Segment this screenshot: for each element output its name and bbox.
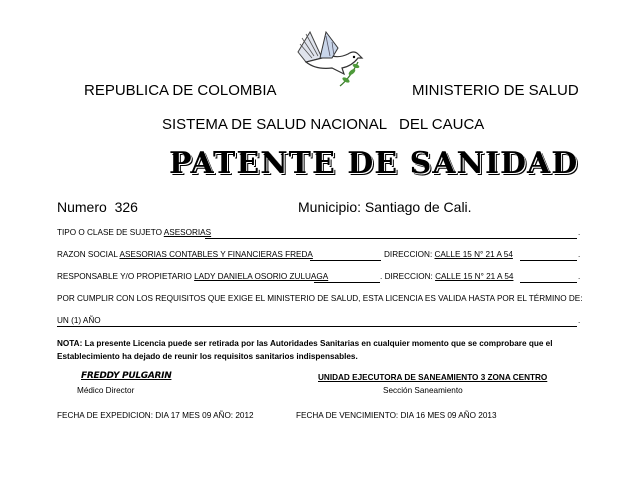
responsable-line (57, 272, 328, 281)
header-right: MINISTERIO DE SALUD (412, 82, 579, 99)
numero-value: 326 (114, 199, 138, 215)
responsable-dir-value: CALLE 15 N° 21 A 54 (435, 272, 514, 281)
header-left: REPUBLICA DE COLOMBIA (84, 82, 277, 99)
unidad-ejecutora: UNIDAD EJECUTORA DE SANEAMIENTO 3 ZONA CENTRO (318, 373, 548, 382)
responsable-sep: . (380, 272, 383, 281)
razon-label: RAZON SOCIAL (57, 250, 118, 259)
numero-line (57, 199, 138, 215)
seccion-saneamiento: Sección Saneamiento (383, 386, 463, 395)
signature: FREDDY PULGARIN (81, 371, 172, 381)
razon-dir-value: CALLE 15 N° 21 A 54 (434, 250, 513, 259)
fecha-expedicion: FECHA DE EXPEDICION: DIA 17 MES 09 AÑO: 2012 (57, 411, 254, 420)
termino-fill-line (57, 326, 577, 327)
sujeto-label: TIPO O CLASE DE SUJETO (57, 228, 162, 237)
razon-dir-fill-line (520, 260, 577, 261)
municipio-label: Municipio: (298, 199, 362, 215)
numero-label: Numero (57, 199, 107, 215)
document-title: PATENTE DE SANIDAD (169, 146, 579, 181)
razon-direccion (384, 250, 513, 259)
responsable-label: RESPONSABLE Y/O PROPIETARIO (57, 272, 192, 281)
municipio-value: Santiago de Cali. (364, 199, 472, 215)
signature-role: Médico Director (77, 386, 135, 395)
termino-end: . (578, 316, 581, 325)
system-title: SISTEMA DE SALUD NACIONAL DEL CAUCA (162, 116, 485, 133)
nota-line2: Establecimiento ha dejado de reunir los requisitos sanitarios indispensables. (57, 352, 358, 361)
sujeto-end: . (578, 228, 581, 237)
responsable-fill-line (314, 282, 380, 283)
responsable-value: LADY DANIELA OSORIO ZULUAGA (194, 272, 329, 281)
termino-value: UN (1) AÑO (57, 316, 101, 325)
nota-line1: NOTA: La presente Licencia puede ser retirada por las Autoridades Sanitarias en cualquier momento que se comprobare que el (57, 339, 553, 348)
responsable-dir-fill-line (520, 282, 577, 283)
razon-fill-line (310, 260, 381, 261)
municipio-line (298, 199, 472, 215)
responsable-end: . (578, 272, 581, 281)
responsable-direccion (380, 272, 513, 281)
dove-icon (292, 28, 364, 90)
cumplir-text: POR CUMPLIR CON LOS REQUISITOS QUE EXIGE EL MINISTERIO DE SALUD, ESTA LICENCIA ES VALIDA HASTA POR EL TÉRMINO DE: (57, 294, 583, 303)
razon-dir-label: DIRECCION: (384, 250, 433, 259)
sujeto-fill-line (205, 238, 577, 239)
responsable-dir-label: DIRECCION: (384, 272, 433, 281)
sujeto-value: ASESORIAS (163, 228, 212, 237)
fecha-vencimiento: FECHA DE VENCIMIENTO: DIA 16 MES 09 AÑO 2013 (296, 411, 497, 420)
razon-line (57, 250, 313, 259)
razon-value: ASESORIAS CONTABLES Y FINANCIERAS FREDA (119, 250, 313, 259)
sujeto-line (57, 228, 211, 237)
razon-end: . (578, 250, 581, 259)
